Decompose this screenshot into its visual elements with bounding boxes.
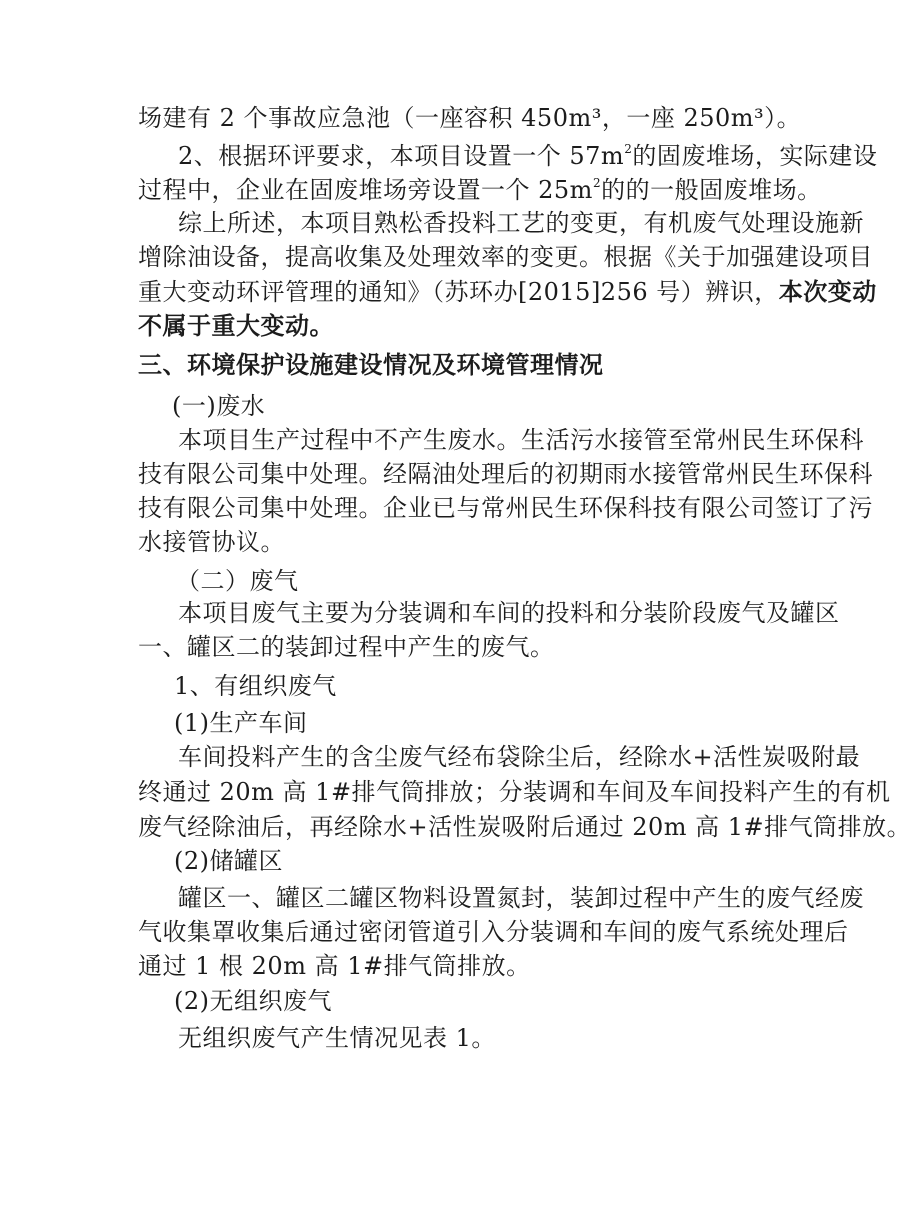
line-text: 技有限公司集中处理。经隔油处理后的初期雨水接管常州民生环保科	[138, 460, 873, 488]
text-line	[138, 811, 911, 843]
subsection-heading	[172, 390, 265, 422]
line-text: 本项目生产过程中不产生废水。生活污水接管至常州民生环保科	[178, 426, 864, 454]
text-line	[178, 597, 840, 629]
line-text: 不属于重大变动。	[138, 311, 334, 340]
text-line	[138, 310, 334, 342]
subsection-heading	[176, 565, 299, 597]
text-line	[138, 276, 877, 308]
text-line	[178, 207, 864, 239]
subsection-heading	[174, 670, 337, 702]
line-text: 过程中，企业在固废堆场旁设置一个 25m	[138, 176, 593, 204]
line-text: (1)生产车间	[174, 709, 308, 737]
line-text: 无组织废气产生情况见表 1。	[178, 1024, 496, 1052]
heading-text: 三、环境保护设施建设情况及环境管理情况	[138, 350, 604, 379]
text-line	[178, 882, 864, 914]
line-text: (一)废水	[172, 392, 266, 420]
section-heading	[138, 349, 604, 381]
text-line	[138, 102, 801, 134]
bold-text: 本次变动	[778, 277, 877, 306]
line-text: 一、罐区二的装卸过程中产生的废气。	[138, 633, 555, 661]
superscript: 2	[592, 176, 602, 190]
line-text: 终通过 20m 高 1#排气筒排放；分装调和车间及车间投料产生的有机	[138, 778, 891, 806]
subsection-heading	[174, 707, 308, 739]
line-text: (2)无组织废气	[174, 987, 332, 1015]
line-text: 本项目废气主要为分装调和车间的投料和分装阶段废气及罐区	[178, 599, 840, 627]
text-line	[178, 424, 864, 456]
text-line	[178, 1022, 496, 1054]
text-line	[178, 140, 877, 172]
line-text: 1、有组织废气	[174, 672, 337, 700]
subsection-heading	[174, 845, 283, 877]
line-text: 的的一般固废堆场。	[601, 176, 822, 204]
line-text: 技有限公司集中处理。企业已与常州民生环保科技有限公司签订了污	[138, 494, 873, 522]
text-line	[178, 741, 860, 773]
line-text: （二）废气	[176, 567, 299, 595]
text-line	[138, 241, 873, 273]
line-text: 增除油设备，提高收集及处理效率的变更。根据《关于加强建设项目	[138, 243, 873, 271]
subsection-heading	[174, 985, 332, 1017]
line-text: 车间投料产生的含尘废气经布袋除尘后，经除水+活性炭吸附最	[178, 743, 861, 771]
text-line	[138, 492, 873, 524]
text-line	[138, 631, 555, 663]
line-text: 2、根据环评要求，本项目设置一个 57m	[178, 142, 625, 170]
text-line	[138, 458, 873, 490]
line-text: 的固废堆场，实际建设	[632, 142, 878, 170]
line-text: 水接管协议。	[138, 528, 285, 556]
text-line	[138, 174, 822, 206]
text-line	[138, 916, 849, 948]
line-text: 场建有 2 个事故应急池（一座容积 450m³，一座 250m³）。	[138, 104, 802, 132]
text-line	[138, 950, 531, 982]
line-text: 废气经除油后，再经除水+活性炭吸附后通过 20m 高 1#排气筒排放。	[138, 813, 911, 841]
line-text: 综上所述，本项目熟松香投料工艺的变更，有机废气处理设施新	[178, 209, 864, 237]
text-line	[138, 776, 891, 808]
line-text: 罐区一、罐区二罐区物料设置氮封，装卸过程中产生的废气经废	[178, 884, 864, 912]
text-line	[138, 526, 285, 558]
line-text: 气收集罩收集后通过密闭管道引入分装调和车间的废气系统处理后	[138, 918, 849, 946]
superscript: 2	[624, 142, 633, 156]
line-text: 重大变动环评管理的通知》（苏环办[2015]256 号）辨识，	[138, 278, 779, 306]
line-text: (2)储罐区	[174, 847, 283, 875]
line-text: 通过 1 根 20m 高 1#排气筒排放。	[138, 952, 531, 980]
